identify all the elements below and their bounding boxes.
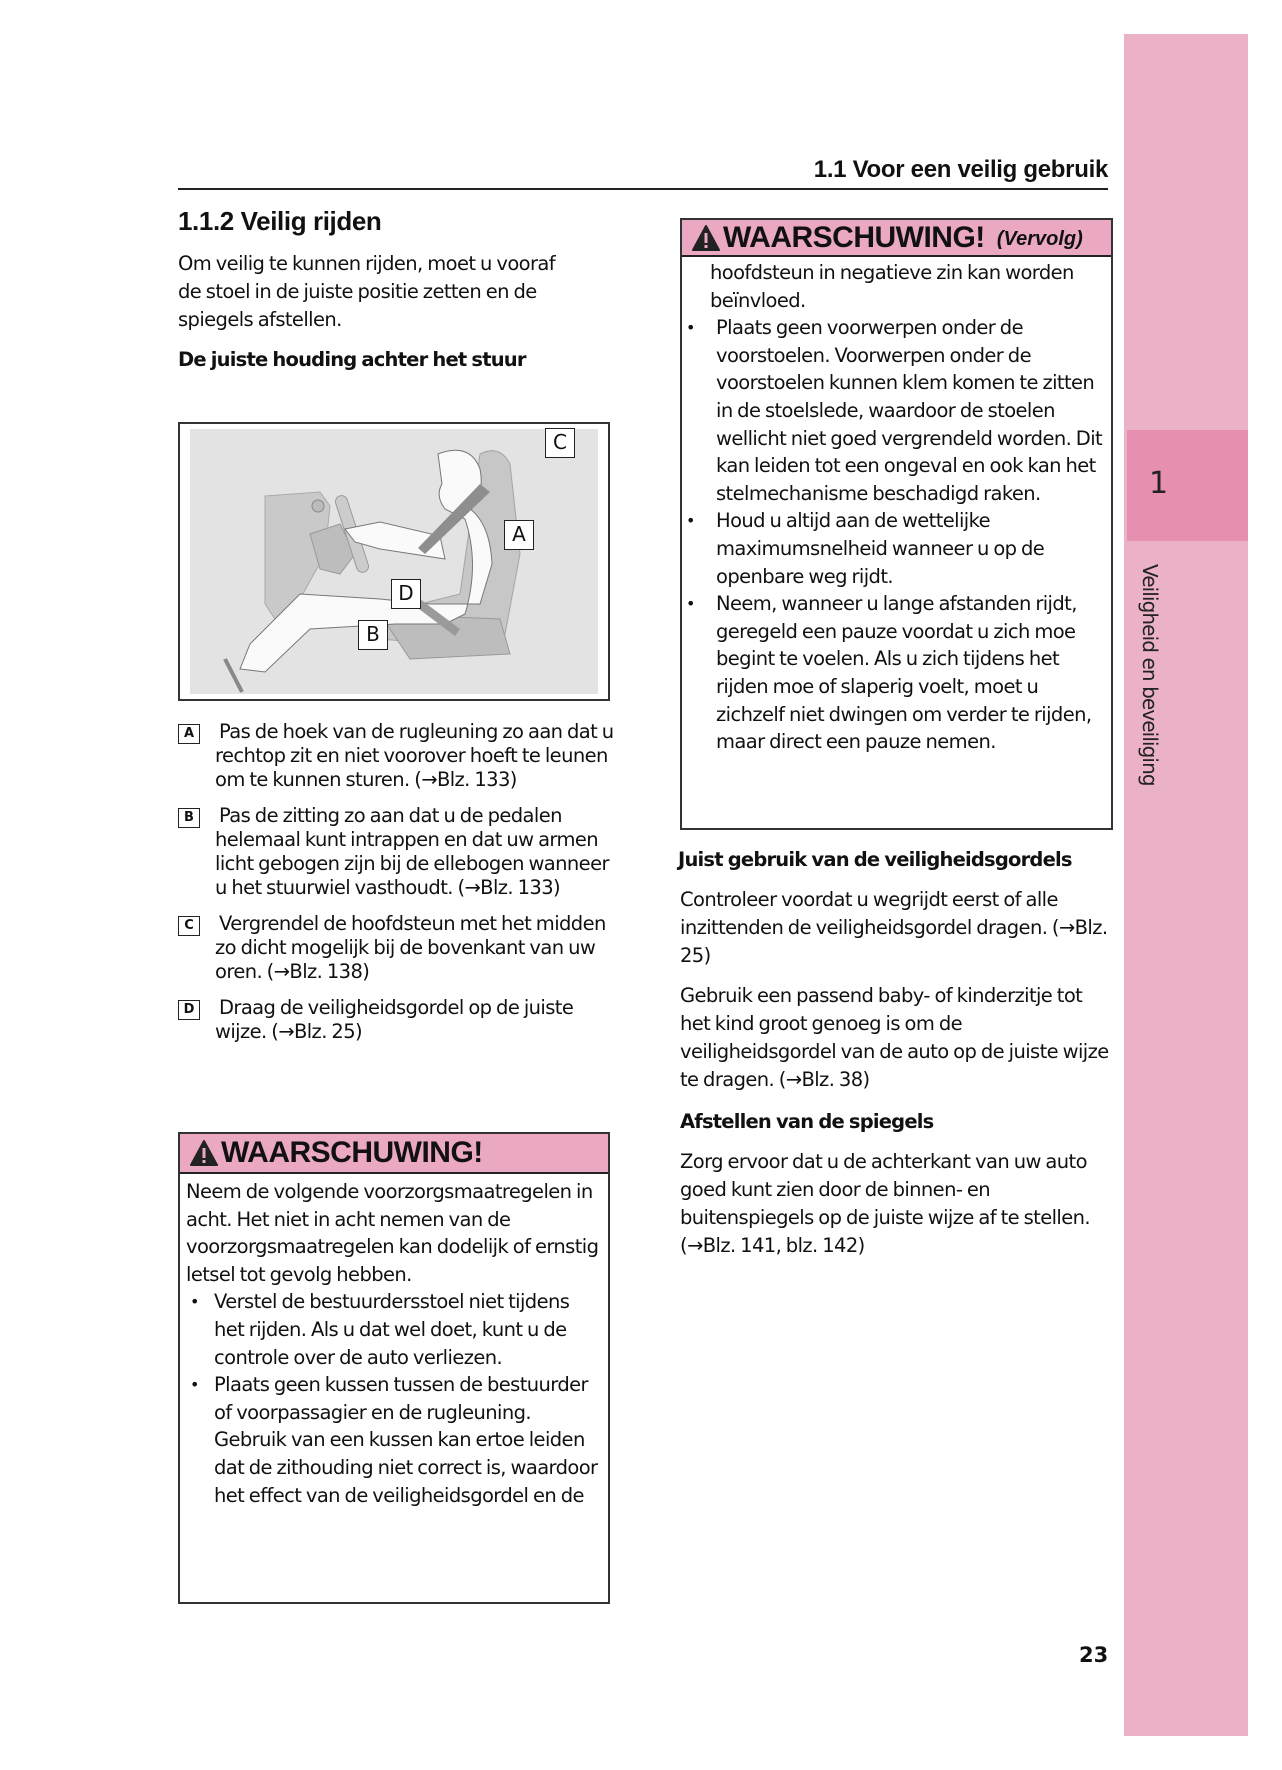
mirrors-paragraph: Zorg ervoor dat u de achterkant van uw auto goed kunt zien door de binnen- en buitenspiegels op de juiste wijze af te stellen. (→Blz. 141, blz. 142) bbox=[680, 1150, 1090, 1257]
legend-key-d: D bbox=[178, 1000, 200, 1020]
warning-header bbox=[682, 220, 1111, 257]
warning-triangle-icon bbox=[692, 225, 720, 251]
warning-box-continued bbox=[680, 218, 1113, 830]
warning-body bbox=[682, 257, 1111, 764]
legend-key-b: B bbox=[178, 808, 200, 828]
warning-bullet-text: • Plaats geen voorwerpen onder de voorstoelen. Voorwerpen onder de voorstoelen kunnen klem komen te zitten in de stoelslede, waardoor de stoelen wellicht niet goed vergrendeld worden. Dit kan leiden tot een ongeval en ook kan het stelmechanisme beschadigd raken. bbox=[716, 316, 1103, 505]
warning-bullet bbox=[186, 1371, 600, 1509]
legend-item-b bbox=[178, 804, 618, 900]
subheading-seatbelts: Juist gebruik van de veiligheidsgordels bbox=[678, 848, 1072, 871]
warning-bullet-text: • Houd u altijd aan de wettelijke maximumsnelheid wanneer u op de openbare weg rijdt. bbox=[716, 509, 1045, 588]
callout-c: C bbox=[545, 428, 575, 458]
intro-paragraph: Om veilig te kunnen rijden, moet u vooraf de stoel in de juiste positie zetten en de spiegels afstellen. bbox=[178, 252, 556, 331]
subheading-mirrors: Afstellen van de spiegels bbox=[680, 1110, 934, 1133]
page-heading: 1.1.2 Veilig rijden bbox=[178, 206, 382, 236]
warning-intro: Neem de volgende voorzorgsmaatregelen in acht. Het niet in acht nemen van de voorzorgsmaatregelen kan dodelijk of ernstig letsel tot gevolg hebben. bbox=[186, 1180, 599, 1286]
warning-continued-label: (Vervolg) bbox=[996, 228, 1083, 250]
warning-bullet bbox=[682, 507, 1103, 590]
subheading-posture: De juiste houding achter het stuur bbox=[178, 348, 526, 371]
chapter-thumb-index bbox=[1124, 34, 1248, 1736]
callout-d: D bbox=[391, 579, 421, 609]
seatbelts-paragraph-1: Controleer voordat u wegrijdt eerst of alle inzittenden de veiligheidsgordel dragen. (→Blz. 25) bbox=[680, 888, 1108, 967]
section-title: 1.1 Voor een veilig gebruik bbox=[813, 156, 1108, 183]
driving-posture-illustration bbox=[178, 422, 610, 701]
warning-box bbox=[178, 1132, 610, 1604]
warning-bullet bbox=[186, 1288, 600, 1371]
posture-legend bbox=[178, 720, 618, 1056]
page-number: 23 bbox=[1079, 1643, 1109, 1667]
right-column bbox=[680, 218, 1113, 1260]
seatbelts-paragraph-2: Gebruik een passend baby- of kinderzitje tot het kind groot genoeg is om de veiligheidsgordel van de auto op de juiste wijze te dragen. (→Blz. 38) bbox=[680, 984, 1109, 1091]
legend-text-d: Draag de veiligheidsgordel op de juiste wijze. (→Blz. 25) bbox=[215, 996, 574, 1043]
callout-b: B bbox=[358, 620, 388, 650]
warning-header bbox=[180, 1134, 608, 1174]
legend-text-c: Vergrendel de hoofdsteun met het midden zo dicht mogelijk bij de bovenkant van uw oren. (→Blz. 138) bbox=[215, 912, 606, 983]
warning-bullet-text: • Neem, wanneer u lange afstanden rijdt, geregeld een pauze voordat u zich moe begint te voelen. Als u zich tijdens het rijden moe of slaperig voelt, moet u zichzelf niet dwingen om verder te rijden, maar direct een pauze nemen. bbox=[716, 592, 1092, 754]
warning-bullet-text: • Verstel de bestuurdersstoel niet tijdens het rijden. Als u dat wel doet, kunt u de controle over de auto verliezen. bbox=[214, 1290, 570, 1369]
legend-item-c bbox=[178, 912, 618, 984]
legend-text-a: Pas de hoek van de rugleuning zo aan dat u rechtop zit en niet voorover hoeft te leunen om te kunnen sturen. (→Blz. 133) bbox=[215, 720, 614, 791]
warning-bullet bbox=[682, 590, 1103, 756]
legend-item-a bbox=[178, 720, 618, 792]
legend-key-c: C bbox=[178, 916, 200, 936]
driver-seat-figure bbox=[180, 424, 612, 703]
chapter-tab-active[interactable] bbox=[1127, 430, 1248, 541]
legend-text-b: Pas de zitting zo aan dat u de pedalen helemaal kunt intrappen en dat uw armen licht gebogen zijn bij de ellebogen wanneer u het stuurwiel vasthoudt. (→Blz. 133) bbox=[215, 804, 609, 899]
warning-body bbox=[180, 1174, 608, 1517]
warning-title: WAARSCHUWING! bbox=[723, 220, 985, 254]
callout-a: A bbox=[504, 520, 534, 550]
legend-item-d bbox=[178, 996, 618, 1044]
warning-title: WAARSCHUWING! bbox=[221, 1136, 483, 1169]
warning-triangle-icon bbox=[190, 1140, 218, 1166]
running-header bbox=[178, 152, 1108, 190]
chapter-number: 1 bbox=[1149, 466, 1169, 501]
warning-continuation: hoofdsteun in negatieve zin kan worden beïnvloed. bbox=[710, 261, 1074, 312]
warning-bullet-text: • Plaats geen kussen tussen de bestuurder of voorpassagier en de rugleuning. Gebruik van een kussen kan ertoe leiden dat de zithouding niet correct is, waardoor het effect van de veiligheidsgordel en de bbox=[214, 1373, 598, 1507]
legend-key-a: A bbox=[178, 724, 200, 744]
warning-bullet bbox=[682, 314, 1103, 507]
left-column bbox=[178, 206, 614, 1507]
chapter-title-vertical: Veiligheid en beveiliging bbox=[1138, 564, 1162, 786]
